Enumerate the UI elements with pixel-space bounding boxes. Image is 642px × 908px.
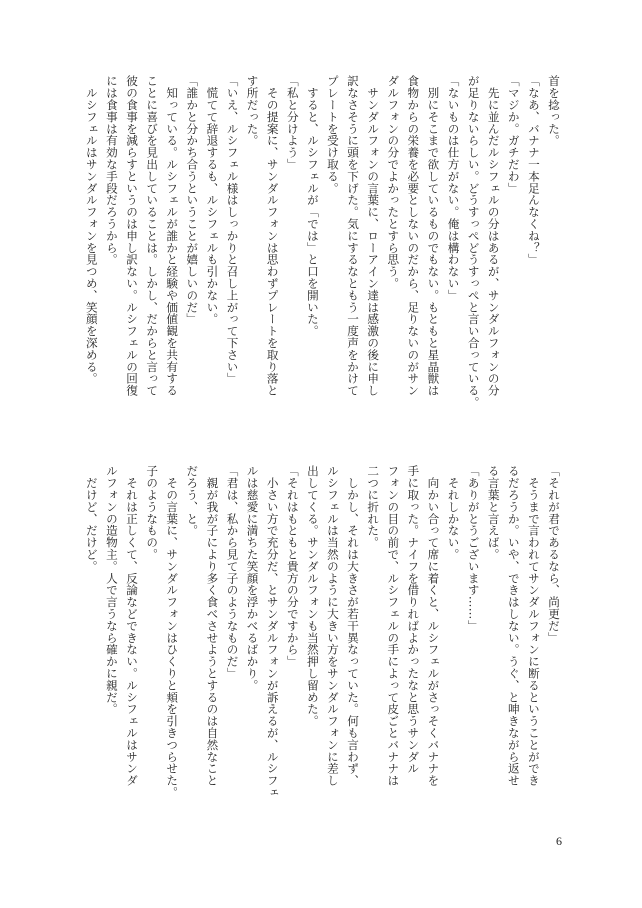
text-line: ルシフェルは当然のように大きい方をサンダルフォンに差し [325,465,340,787]
text-line: 先に並んだルシフェルの分はあるが、サンダルフォンの分 [486,75,501,397]
text-line: 彼の食事を減らすというのは申し訳ない。ルシフェルの回復 [125,75,140,397]
text-line: 訳なさそうに頭を下げた。気にするなともう一度声をかけて [346,75,361,397]
text-line: ことに喜びを見出していることは。しかし、だからと言って [145,75,160,397]
text-line: には食事は有効な手段だろうから。 [104,75,119,266]
text-line: プレートを受け取る。 [325,75,340,194]
text-line: ルフォンの造物主。人で言うなら確かに親だ。 [104,465,119,715]
text-line: その言葉に、サンダルフォンはひくりと頬を引きつらせた。 [165,465,180,799]
text-line: 向かい合って席に着くと、ルシフェルがさっそくバナナを [426,465,441,787]
text-line: しかし、それは大きさが若干異なっていた。何も言わず、 [346,465,361,787]
text-line: すると、ルシフェルが「では」と口を開いた。 [305,75,320,337]
text-line: 「マジか。ガチだわ」 [506,75,521,194]
text-line: るだろうか。いや、できはしない。うぐ、と呻きながら返せ [506,465,521,787]
text-block-top [81,75,564,409]
text-line: 「なあ、バナナ一本足んなくね？」 [526,75,541,266]
text-line: サンダルフォンの言葉に、ローアイン達は感激の後に申し [366,75,381,397]
text-block-bottom [81,465,564,799]
text-line: その提案に、サンダルフォンは思わずプレートを取り落と [265,75,280,397]
text-line: 子のようなもの。 [145,465,160,561]
text-line: 知っている。ルシフェルが誰かと経験や価値観を共有する [165,75,180,397]
text-line: 「それが君であるなら、尚更だ」 [547,465,561,644]
text-line: が足りないらしい。どうすっぺどうすっぺと言い合っている。 [466,75,481,409]
text-line: 「ないものは仕方がない。俺は構わない」 [446,75,461,302]
text-line: る言葉と言えば。 [486,465,501,561]
text-line: 別にそこまで欲しているものでもない。もともと星晶獣は [426,75,441,397]
text-line: 「それはもともと貴方の分ですから」 [285,465,300,668]
text-line: 首を捻った。 [547,75,561,147]
text-line: 小さい方で充分だ、とサンダルフォンが訴えるが、ルシフェ [265,465,280,799]
text-line: 出してくる。サンダルフォンも当然押し留めた。 [305,465,320,727]
text-line: 「誰かと分かち合うということが嬉しいのだ」 [185,75,200,325]
page-number: 6 [556,834,562,848]
text-line: ルは慈愛に満ちた笑顔を浮かべるばかり。 [245,465,260,692]
text-line: そうまで言われてサンダルフォンに断るということができ [526,465,541,787]
text-line: それしかない。 [446,465,461,561]
text-line: ダルフォンの分でよかったとすら思う。 [386,75,401,290]
text-line: だろう、と。 [185,465,200,537]
text-line: 「ありがとうございます……」 [466,465,481,632]
text-line: それは正しくて、反論などできない。ルシフェルはサンダ [125,465,140,787]
text-line: 二つに折れた。 [366,465,381,549]
text-line: ルシフェルはサンダルフォンを見つめ、笑顔を深める。 [84,75,99,385]
text-line: 手に取った。ナイフを借りればよかったなと思うサンダル [406,465,421,775]
text-line: フォンの目の前で、ルシフェルの手によって皮ごとバナナは [386,465,401,787]
text-line: 「私と分けよう」 [285,75,300,171]
text-line: 親が我が子により多く食べさせようとするのは自然なこと [205,465,220,787]
text-line: だけど、だけど。 [84,465,99,573]
text-line: す所だった。 [245,75,260,147]
text-line: 「いえ、ルシフェル様はしっかりと召し上がって下さい」 [225,75,240,385]
text-line: 慌てて辞退するも、ルシフェルも引かない。 [205,75,220,325]
text-line: 「君は、私から見て子のようなものだ」 [225,465,240,680]
text-line: 食物からの栄養を必要としないのだから、足りないのがサン [406,75,421,397]
